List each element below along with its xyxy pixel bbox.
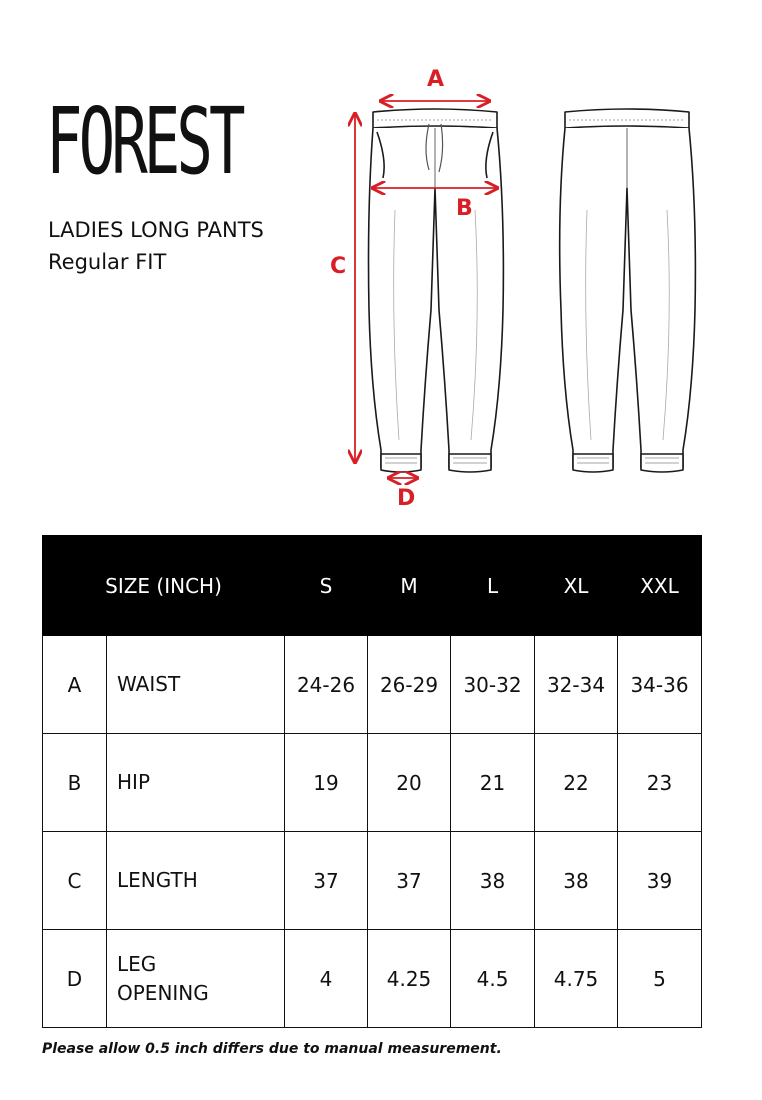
- table-cell: 4: [285, 930, 368, 1028]
- row-code: D: [43, 930, 107, 1028]
- table-cell: 37: [285, 832, 368, 930]
- table-cell: 4.5: [451, 930, 535, 1028]
- row-measurement-line: LEG: [117, 951, 157, 976]
- row-code: A: [43, 636, 107, 734]
- header-size-m: M: [368, 536, 451, 636]
- product-subtitle: [48, 214, 264, 278]
- table-cell: 21: [451, 734, 535, 832]
- row-measurement-line: OPENING: [117, 980, 209, 1005]
- size-chart-table: [42, 535, 702, 1028]
- table-cell: 38: [535, 832, 618, 930]
- table-cell: 34-36: [618, 636, 702, 734]
- table-cell: 38: [451, 832, 535, 930]
- measurement-note: Please allow 0.5 inch differs due to manual measurement.: [42, 1041, 502, 1057]
- table-row-waist: [43, 636, 702, 734]
- pants-measurement-diagram: [325, 60, 725, 520]
- row-measurement: [107, 930, 285, 1028]
- header-size-inch: SIZE (INCH): [43, 536, 285, 636]
- table-cell: 32-34: [535, 636, 618, 734]
- table-cell: 5: [618, 930, 702, 1028]
- front-view-pants: [369, 109, 504, 472]
- row-code: C: [43, 832, 107, 930]
- table-cell: 22: [535, 734, 618, 832]
- header-size-l: L: [451, 536, 535, 636]
- table-header-row: [43, 536, 702, 636]
- table-cell: 19: [285, 734, 368, 832]
- row-code: B: [43, 734, 107, 832]
- table-cell: 4.25: [368, 930, 451, 1028]
- table-cell: 23: [618, 734, 702, 832]
- pants-illustration: [325, 60, 725, 520]
- label-a: A: [427, 67, 445, 92]
- table-cell: 24-26: [285, 636, 368, 734]
- table-cell: 30-32: [451, 636, 535, 734]
- back-view-pants: [560, 109, 696, 472]
- fit-type: Regular FIT: [48, 250, 167, 274]
- table-row-leg-opening: [43, 930, 702, 1028]
- row-measurement: LENGTH: [107, 832, 285, 930]
- product-name: LADIES LONG PANTS: [48, 218, 264, 242]
- table-row-length: [43, 832, 702, 930]
- row-measurement: HIP: [107, 734, 285, 832]
- header-size-xxl: XXL: [618, 536, 702, 636]
- table-cell: 37: [368, 832, 451, 930]
- label-c: C: [330, 254, 347, 279]
- table-cell: 20: [368, 734, 451, 832]
- table-cell: 4.75: [535, 930, 618, 1028]
- header-size-s: S: [285, 536, 368, 636]
- table-cell: 39: [618, 832, 702, 930]
- table-cell: 26-29: [368, 636, 451, 734]
- table-row-hip: [43, 734, 702, 832]
- header-size-xl: XL: [535, 536, 618, 636]
- label-b: B: [456, 196, 473, 221]
- row-measurement: WAIST: [107, 636, 285, 734]
- brand-logo: FOREST: [46, 88, 242, 195]
- label-d: D: [397, 486, 416, 511]
